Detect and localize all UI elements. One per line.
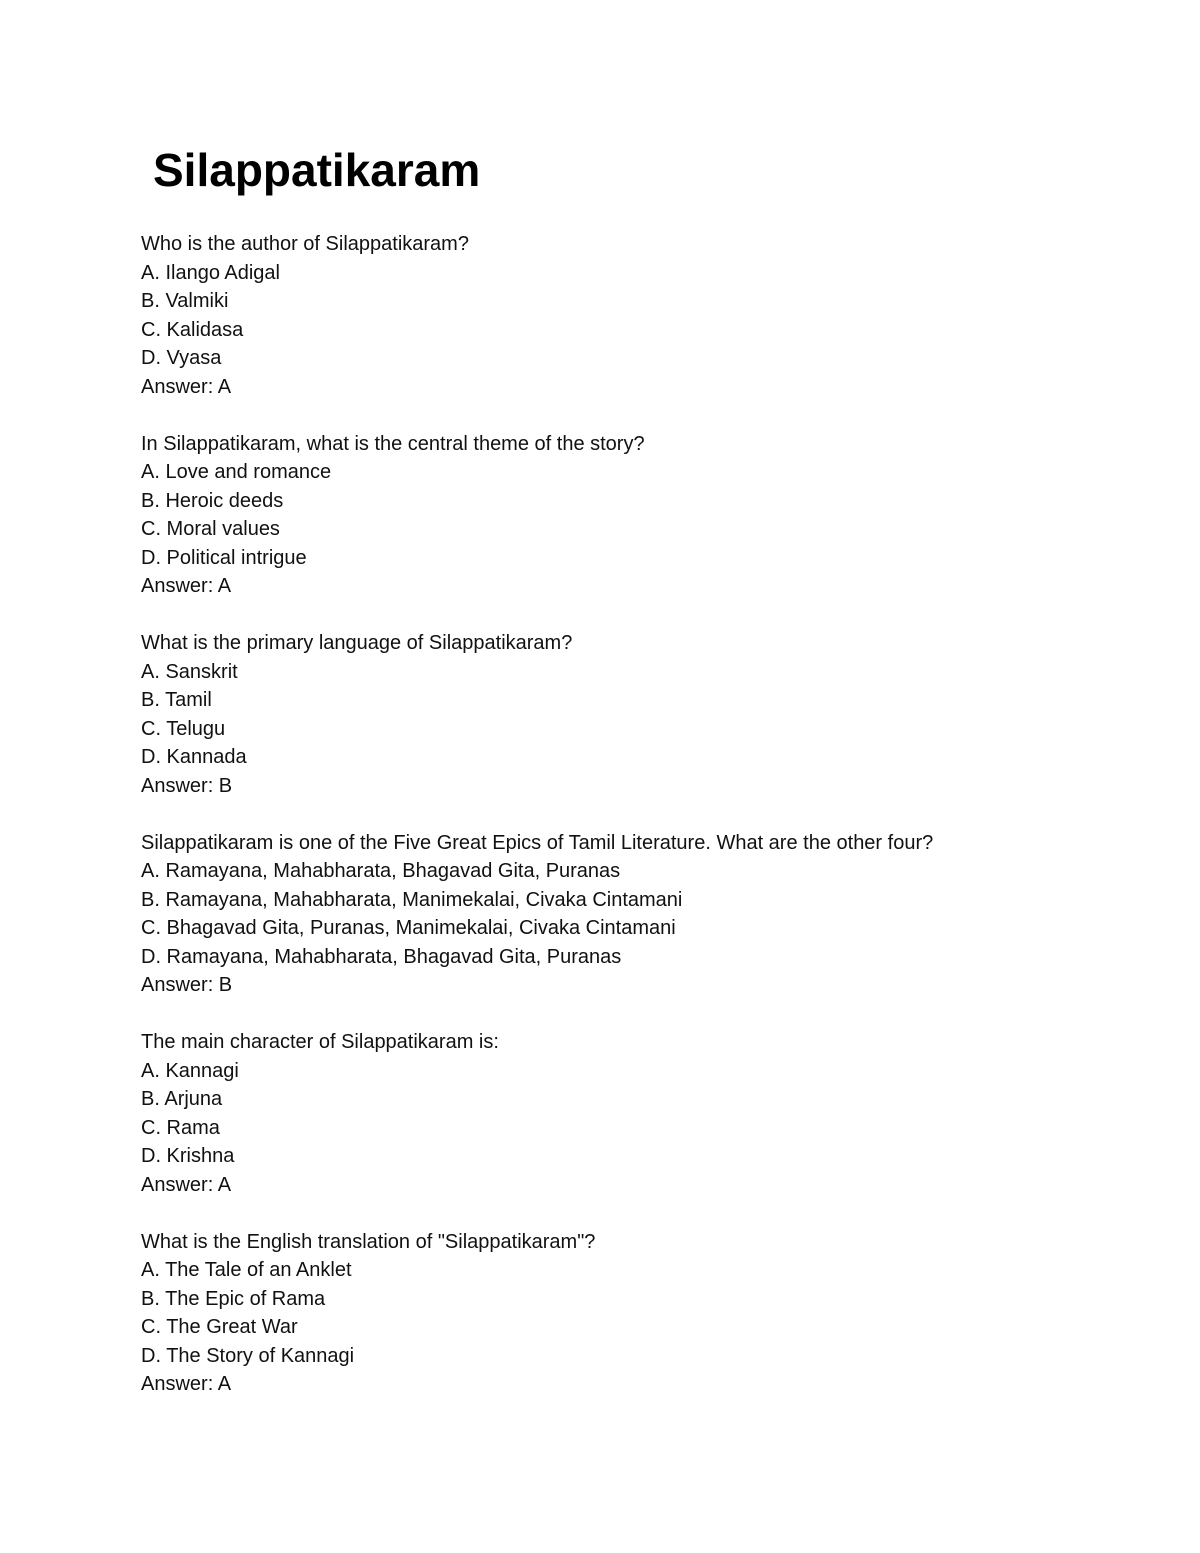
option-c: C. Telugu — [141, 717, 226, 740]
option-b: B. Heroic deeds — [141, 489, 284, 512]
question-text: Who is the author of Silappatikaram? — [141, 233, 469, 255]
option-d: D. Kannada — [141, 746, 247, 768]
option-a: A. Ramayana, Mahabharata, Bhagavad Gita, Puranas — [141, 860, 621, 882]
question-block-5 — [141, 1028, 1141, 1199]
option-a: A. The Tale of an Anklet — [141, 1259, 352, 1281]
answer-text: Answer: A — [141, 1373, 232, 1395]
question-block-1 — [141, 230, 1141, 401]
option-d: D. Ramayana, Mahabharata, Bhagavad Gita, Puranas — [141, 945, 622, 968]
answer-text: Answer: A — [141, 375, 232, 398]
answer-text: Answer: A — [141, 1173, 232, 1196]
option-a: A. Ilango Adigal — [141, 261, 280, 284]
option-d: D. Krishna — [141, 1145, 235, 1167]
question-text: Silappatikaram is one of the Five Great Epics of Tamil Literature. What are the other four? — [141, 831, 934, 854]
option-a: A. Sanskrit — [141, 660, 238, 683]
question-block-4 — [141, 829, 1141, 1000]
option-d: D. The Story of Kannagi — [141, 1344, 355, 1367]
option-c: C. The Great War — [141, 1316, 298, 1338]
option-c: C. Kalidasa — [141, 318, 244, 341]
question-text: The main character of Silappatikaram is: — [141, 1031, 499, 1053]
question-block-2 — [141, 430, 1141, 601]
quiz-content — [141, 230, 1141, 1427]
option-b: B. The Epic of Rama — [141, 1287, 326, 1310]
question-text: What is the primary language of Silappatikaram? — [141, 632, 573, 654]
answer-text: Answer: B — [141, 774, 233, 797]
option-c: C. Bhagavad Gita, Puranas, Manimekalai, Civaka Cintamani — [141, 917, 676, 939]
option-a: A. Kannagi — [141, 1059, 239, 1082]
question-text: What is the English translation of "Silappatikaram"? — [141, 1230, 596, 1253]
question-text: In Silappatikaram, what is the central theme of the story? — [141, 432, 645, 455]
question-block-3 — [141, 629, 1141, 800]
option-c: C. Rama — [141, 1116, 220, 1139]
answer-text: Answer: A — [141, 575, 232, 597]
option-b: B. Arjuna — [141, 1088, 223, 1110]
option-c: C. Moral values — [141, 518, 280, 540]
option-a: A. Love and romance — [141, 461, 332, 483]
question-block-6 — [141, 1228, 1141, 1399]
option-d: D. Vyasa — [141, 347, 222, 369]
option-b: B. Ramayana, Mahabharata, Manimekalai, Civaka Cintamani — [141, 888, 683, 911]
option-d: D. Political intrigue — [141, 546, 307, 569]
answer-text: Answer: B — [141, 974, 233, 996]
option-b: B. Tamil — [141, 689, 212, 711]
option-b: B. Valmiki — [141, 290, 229, 312]
document-title: Silappatikaram — [153, 144, 481, 196]
